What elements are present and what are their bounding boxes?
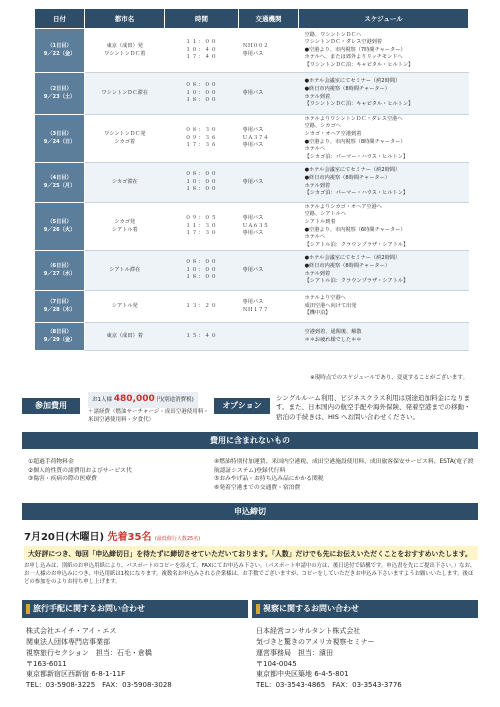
schedule-city-cell: 東京（成田）着 [85, 323, 165, 351]
schedule-city-cell: シカゴ滞在 [85, 163, 165, 203]
exclusion-item: ⑥発着空港までの交通費・宿泊費 [214, 485, 301, 492]
header-time: 時間 [165, 9, 239, 29]
schedule-plan-cell: ●ホテル会議室にてセミナー（約2時間） ●終日市内視察（8時間チャーター） ホテル到着 【ワシントンＤＣ泊：キャピタル・ヒルトン】 [299, 73, 469, 115]
schedule-date: 9／24（日） [43, 138, 76, 145]
header-transport: 交通機関 [239, 9, 299, 29]
schedule-day: （1日目） [47, 42, 72, 49]
schedule-plan-cell: ホテルよりワシントンＤＣ・ダレス空港へ 空路、シカゴへ シカゴ・オヘア空港到着 ●空港より、市内視察（8時間チャーター） ホテルへ 【シカゴ泊：パーマー・ハウス・ヒルトン】 [299, 115, 469, 163]
schedule-row [35, 323, 469, 351]
schedule-row [35, 163, 469, 203]
deadline-date: 7月20日(木曜日) [24, 532, 105, 543]
option-label: オプション [214, 398, 270, 414]
schedule-plan-cell: ホテルより空港へ 成田空港へ向けて出発 【機中泊】 [299, 291, 469, 323]
schedule-city-cell: シアトル発 [85, 291, 165, 323]
schedule-plan-cell: ●ホテル会議室にてセミナー（約2時間） ●終日市内視察（8時間チャーター） ホテル到着 【シアトル泊：クラウンプラザ・シアトル】 [299, 251, 469, 291]
fee-block [88, 392, 228, 424]
schedule-date: 9／27（水） [43, 270, 76, 277]
schedule-day: （5日目） [47, 218, 72, 225]
travel-contact-title [22, 600, 248, 618]
inspection-contact-title-text: 視察に関するお問い合わせ [263, 604, 359, 613]
schedule-time-cell: １５：４０ [165, 323, 239, 351]
schedule-date-cell [35, 29, 85, 73]
schedule-day: （3日目） [47, 130, 72, 137]
header-date: 日付 [35, 9, 85, 29]
deadline-line [24, 528, 200, 543]
exclusions-title: 費用に含まれないもの [22, 432, 478, 449]
travel-contact-body: 株式会社エイチ・アイ・エス 関東法人団体専門店事業部 視察旅行セクション 担当：石毛・倉橋 〒163-6011 東京都新宿区西新宿 6-8-1-11F TEL：03-5908-3225 FAX：03-5908-3028 [26, 627, 172, 690]
schedule-time-cell: １３：２０ [165, 291, 239, 323]
title-marker [256, 604, 260, 614]
schedule-time-cell: ０８：００ １０：００ １８：００ [165, 251, 239, 291]
schedule-day: （6日目） [47, 262, 72, 269]
schedule-date-cell [35, 291, 85, 323]
application-instructions: お申し込みは、別紙のお申込用紙により、パスポートのコピーを添えて、FAXにてお申込み下さい。（パスポート申請中の方は、後日送付で結構です。申込書を先にご提出下さい。）なお、お一人様のお申込みにつき、申込用紙は1枚になります。複数名お申込みされる企業様は、お手数でございますが、コピーをしていただきお申込み下さいますようお願いいたします。後ほどの参加をのよりお持ち申し上げます。 [24, 563, 476, 585]
schedule-transport-cell: 専用バス ＵＡ３７４ 専用バス [239, 115, 299, 163]
first-come: 先着35名 [107, 532, 152, 543]
per-person: お1人様 [92, 397, 112, 403]
exclusion-item: ③傷害・疾病の際の医療費 [28, 476, 97, 483]
schedule-time-cell: ０８：３０ ０９：３６ １７：３６ [165, 115, 239, 163]
inspection-contact-title [252, 600, 478, 618]
schedule-city-cell: 東京（成田）発 ワシントンＤＣ着 [85, 29, 165, 73]
schedule-date-cell [35, 203, 85, 251]
schedule-transport-cell: 専用バス [239, 73, 299, 115]
title-marker [26, 604, 30, 614]
fee-price-suffix: 円(別途消費税) [156, 397, 194, 403]
schedule-date: 9／23（土） [43, 93, 76, 100]
schedule-time-cell: ０８：００ １０：００ １８：００ [165, 73, 239, 115]
schedule-day: （8日目） [47, 328, 72, 335]
schedule-row [35, 251, 469, 291]
option-text: シングルルーム利用、ビジネスクラス利用は別途追加料金になります。また、日本国内の航空手配や海外保険、発着空港までの移動・宿泊の手続きは、HIS へお問い合わせください。 [276, 394, 471, 421]
fee-box [88, 392, 198, 408]
schedule-date: 9／22（金） [43, 50, 76, 57]
schedule-row [35, 73, 469, 115]
schedule-transport-cell: 専用バス [239, 163, 299, 203]
schedule-city-cell: ワシントンＤＣ滞在 [85, 73, 165, 115]
schedule-date: 9／25（月） [43, 182, 76, 189]
schedule-date: 9／28（木） [43, 306, 76, 313]
schedule-row [35, 29, 469, 73]
schedule-row [35, 291, 469, 323]
schedule-day: （2日目） [47, 85, 72, 92]
schedule-transport-cell: 専用バス [239, 251, 299, 291]
schedule-city-cell: シアトル滞在 [85, 251, 165, 291]
schedule-table [34, 8, 469, 351]
schedule-row [35, 203, 469, 251]
schedule-date-cell [35, 73, 85, 115]
fee-label: 参加費用 [22, 398, 80, 414]
travel-contact-title-text: 旅行手配に関するお問い合わせ [33, 604, 145, 613]
schedule-date-cell [35, 323, 85, 351]
schedule-day: （7日目） [47, 298, 72, 305]
schedule-time-cell: １１：００ １０：４０ １７：４０ [165, 29, 239, 73]
schedule-date: 9／26（火） [43, 226, 76, 233]
schedule-plan-cell: 空港到着、通関後、解散 ＊＊お疲れ様でした＊＊ [299, 323, 469, 351]
schedule-city-cell: ワシントンＤＣ発 シカゴ着 [85, 115, 165, 163]
schedule-date-cell [35, 251, 85, 291]
urgent-note: 大好評につき、毎回「申込締切日」を待たずに締切させていただいております。「人数」だけでも先にお伝えいただくことをおすすめいたします。 [24, 546, 478, 560]
schedule-row [35, 115, 469, 163]
schedule-city-cell: シカゴ発 シアトル着 [85, 203, 165, 251]
schedule-date-cell [35, 115, 85, 163]
schedule-time-cell: ０８：００ １０：００ １８：００ [165, 163, 239, 203]
header-city: 都市名 [85, 9, 165, 29]
exclusion-item: ①超過手荷物料金 [28, 459, 74, 465]
exclusions-left [28, 458, 208, 484]
fee-extra-1: ＋諸経費（燃油サーチャージ・成田空港使用料・ [88, 408, 209, 415]
schedule-transport-cell [239, 323, 299, 351]
exclusion-item: ⑤おみやげ品・お持ち込み品にかかる関税 [214, 476, 324, 483]
exclusion-item: ④燃油特別付加運賃、米国内空港税、成田空港施設使用料、成田旅客保安サービス料、ESTA(電子渡航認証システム)登録代行料 [214, 459, 474, 474]
fee-extra-2: 米国空港使用料・夕食代） [88, 416, 155, 423]
schedule-time-cell: ０９：０５ １１：３０ １７：３０ [165, 203, 239, 251]
schedule-header-row [35, 9, 469, 29]
fee-price: 480,000 [113, 394, 155, 404]
min-participants: (最低催行人数25名) [154, 536, 201, 542]
schedule-transport-cell: ＮＨ００２ 専用バス [239, 29, 299, 73]
schedule-transport-cell: 専用バス ＮＨ１７７ [239, 291, 299, 323]
schedule-transport-cell: 専用バス ＵＡ６３５ 専用バス [239, 203, 299, 251]
schedule-plan-cell: ホテルよりシカゴ・オヘア空港へ 空路、シアトルへ シアトル到着 ●空港より、市内視察（6時間チャーター） ホテルへ 【シアトル泊：クラウンプラザ・シアトル】 [299, 203, 469, 251]
schedule-date: 9／29（金） [43, 336, 76, 343]
exclusion-item: ②個人的性質の諸費用およびサービス代 [28, 467, 132, 474]
deadline-title: 申込締切 [22, 503, 478, 520]
exclusions-right [214, 458, 478, 493]
schedule-plan-cell: ●ホテル会議室にてセミナー（約2時間） ●終日市内視察（8時間チャーター） ホテル到着 【シカゴ泊：パーマー・ハウス・ヒルトン】 [299, 163, 469, 203]
inspection-contact-body: 日本経営コンサルタント株式会社 気づきと驚きのアメリカ視察セミナー 運営事務局 担当：濱田 〒104-0045 東京都中央区築地 6-4-5-801 TEL：03-3543-4865 FAX：03-3543-3776 [256, 627, 402, 690]
header-schedule: スケジュール [299, 9, 469, 29]
schedule-note: ※現時点でのスケジュールであり、変更することがございます。 [310, 375, 468, 381]
schedule-day: （4日目） [47, 174, 72, 181]
schedule-date-cell [35, 163, 85, 203]
fee-row [88, 392, 228, 408]
schedule-plan-cell: 空路、ワシントンＤＣへ ワシントンＤＣ・ダレス空港到着 ●空港より、市内視察（7時間チャーター） ホテルへ、または郊外よりリッチモンドへ 【ワシントンＤＣ泊：キャピタル・ヒルトン】 [299, 29, 469, 73]
